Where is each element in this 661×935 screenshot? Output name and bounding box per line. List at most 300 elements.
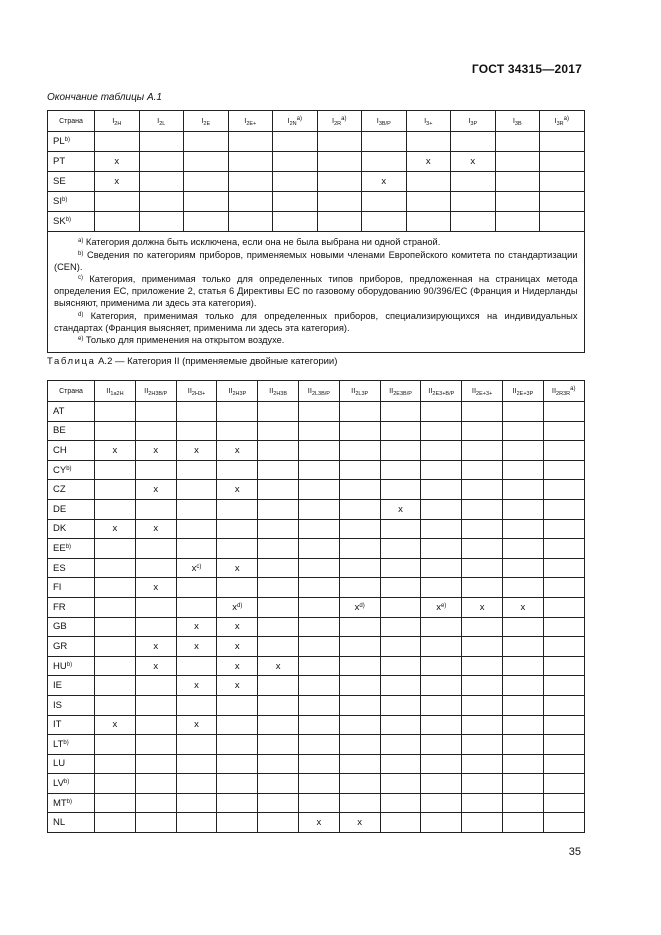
column-header-category	[317, 111, 362, 132]
table-cell	[421, 460, 462, 480]
table-cell	[502, 480, 543, 500]
footnote-mark: e)	[78, 336, 84, 343]
table-cell	[176, 597, 217, 617]
table-cell	[176, 480, 217, 500]
table-cell	[502, 735, 543, 755]
table-cell	[258, 578, 299, 598]
country-cell	[48, 192, 95, 212]
table-cell	[298, 499, 339, 519]
table-cell	[543, 558, 584, 578]
category-base: II	[106, 385, 111, 395]
table-cell	[380, 656, 421, 676]
table-row	[48, 793, 585, 813]
table-cell	[176, 421, 217, 441]
table-cell	[95, 793, 136, 813]
table-cell	[502, 597, 543, 617]
country-cell	[48, 499, 95, 519]
table-cell	[380, 676, 421, 696]
table-cell	[258, 421, 299, 441]
applicable-mark: x	[112, 444, 118, 456]
table-cell	[380, 421, 421, 441]
footnote-mark: a)	[78, 238, 84, 244]
table-row	[48, 597, 585, 617]
table-cell	[95, 132, 140, 152]
footnote-mark: a)	[296, 115, 302, 122]
table-cell	[339, 813, 380, 833]
column-header-category	[228, 111, 273, 132]
category-base: I	[332, 115, 335, 125]
table-cell	[95, 152, 140, 172]
table-cell	[421, 735, 462, 755]
table-cell	[258, 656, 299, 676]
table-cell	[462, 676, 503, 696]
table-cell	[228, 152, 273, 172]
column-header-category	[176, 381, 217, 402]
table-cell	[135, 715, 176, 735]
country-code: LU	[53, 758, 66, 770]
country-code: IE	[53, 680, 62, 692]
table-cell	[176, 578, 217, 598]
country-code: LT	[53, 738, 64, 750]
table-cell	[451, 212, 496, 232]
table-cell	[339, 480, 380, 500]
table-cell	[462, 774, 503, 794]
table-cell	[258, 460, 299, 480]
table-cell	[273, 192, 318, 212]
table-cell	[298, 676, 339, 696]
table-row	[48, 460, 585, 480]
footnote-mark: d)	[359, 602, 365, 609]
category-base: II	[512, 385, 517, 395]
table-cell	[406, 192, 451, 212]
applicable-mark: x	[470, 156, 476, 167]
table-cell	[135, 499, 176, 519]
table-cell	[317, 212, 362, 232]
table-cell	[298, 715, 339, 735]
country-cell	[48, 715, 95, 735]
table-cell	[380, 735, 421, 755]
table-cell	[462, 637, 503, 657]
table-cell	[135, 578, 176, 598]
table-cell	[298, 578, 339, 598]
table-cell	[176, 793, 217, 813]
applicable-mark: x	[153, 640, 159, 652]
table-cell	[176, 656, 217, 676]
table-cell	[298, 695, 339, 715]
table-cell	[176, 519, 217, 539]
table-cell	[543, 617, 584, 637]
table-cell	[362, 192, 407, 212]
footnote-text: Сведения по категориям приборов, применяемых новыми членами Европейского комитета по стандартизации (CEN).	[54, 249, 578, 272]
table-cell	[502, 617, 543, 637]
applicable-mark: x	[234, 484, 240, 496]
table-cell	[298, 754, 339, 774]
table-cell	[495, 212, 540, 232]
table-cell	[502, 499, 543, 519]
table-cell	[339, 735, 380, 755]
table-cell	[258, 558, 299, 578]
table-cell	[273, 152, 318, 172]
table-cell	[421, 519, 462, 539]
table-cell	[502, 774, 543, 794]
applicable-mark: x	[194, 680, 199, 692]
table-cell	[258, 597, 299, 617]
table-cell	[298, 813, 339, 833]
category-subscript: 2L	[159, 120, 166, 127]
table-cell	[462, 402, 503, 422]
table-cell	[543, 597, 584, 617]
table-cell	[176, 676, 217, 696]
table-cell	[176, 499, 217, 519]
table-cell	[95, 441, 136, 461]
table-cell	[217, 676, 258, 696]
table-cell	[258, 754, 299, 774]
column-header-category	[298, 381, 339, 402]
table-cell	[95, 578, 136, 598]
table-cell	[95, 212, 140, 232]
country-cell	[48, 754, 95, 774]
table-cell	[217, 695, 258, 715]
table-cell	[502, 676, 543, 696]
category-subscript: 2N	[289, 120, 297, 127]
table-cell	[502, 460, 543, 480]
table-cell	[135, 813, 176, 833]
category-base: I	[287, 115, 290, 125]
table-cell	[502, 793, 543, 813]
table-cell	[176, 715, 217, 735]
footnote-text: Категория, применимая только для определенных приборов, специализирующихся на индивидуальных стандартах (Франция выясняет, применима ли здесь эта категория).	[54, 310, 578, 333]
applicable-mark: x	[194, 444, 199, 456]
footnote-mark: b)	[64, 137, 70, 143]
table-cell	[421, 754, 462, 774]
table-cell	[95, 480, 136, 500]
table-cell	[217, 460, 258, 480]
table-cell	[95, 421, 136, 441]
table-cell	[258, 519, 299, 539]
table-cell	[317, 132, 362, 152]
country-cell	[48, 793, 95, 813]
country-code: PL	[53, 136, 65, 147]
table-cell	[95, 519, 136, 539]
table-cell	[406, 212, 451, 232]
category-base: I	[512, 115, 515, 125]
table-cell	[135, 656, 176, 676]
footnote-item	[54, 273, 578, 309]
table-cell	[95, 402, 136, 422]
column-header-country: Страна	[48, 111, 95, 132]
category-base: I	[554, 115, 557, 125]
table-a2-caption	[47, 356, 337, 367]
table-cell	[217, 754, 258, 774]
table-cell	[217, 539, 258, 559]
column-header-category	[451, 111, 496, 132]
category-base: II	[389, 385, 394, 395]
category-subscript: 2R3R	[556, 390, 571, 397]
table-cell	[258, 539, 299, 559]
table-cell	[339, 774, 380, 794]
country-code: DK	[53, 523, 67, 535]
table-cell	[184, 212, 229, 232]
category-subscript: 2E	[203, 120, 211, 127]
table-cell	[176, 558, 217, 578]
table-cell	[339, 460, 380, 480]
table-cell	[462, 813, 503, 833]
table-cell	[95, 460, 136, 480]
table-row	[48, 676, 585, 696]
table-cell	[380, 793, 421, 813]
table-cell	[451, 152, 496, 172]
table-cell	[298, 402, 339, 422]
country-code: BE	[53, 425, 66, 437]
column-header-category	[362, 111, 407, 132]
category-subscript: 2H3P	[232, 390, 247, 397]
table-cell	[495, 172, 540, 192]
table-cell	[380, 441, 421, 461]
table-cell	[184, 132, 229, 152]
applicable-mark: x	[425, 156, 431, 167]
country-code: FI	[53, 582, 62, 594]
country-cell	[48, 578, 95, 598]
table-cell	[135, 735, 176, 755]
footnotes-row	[48, 232, 585, 353]
category-subscript: 2L3P	[355, 390, 369, 397]
table-cell	[380, 637, 421, 657]
table-cell	[258, 735, 299, 755]
country-code: CY	[53, 464, 67, 476]
applicable-mark: x	[191, 562, 197, 574]
table-cell	[95, 695, 136, 715]
table-cell	[462, 558, 503, 578]
category-base: II	[351, 385, 356, 395]
table-cell	[176, 813, 217, 833]
column-header-category	[258, 381, 299, 402]
table-cell	[540, 172, 585, 192]
table-cell	[339, 715, 380, 735]
table-cell	[362, 132, 407, 152]
footnote-item	[54, 249, 578, 274]
table-cell	[380, 617, 421, 637]
category-subscript: 2H3B/P	[148, 390, 168, 397]
category-base: I	[424, 115, 427, 125]
table-cell	[462, 617, 503, 637]
table-cell	[258, 480, 299, 500]
column-header-category	[95, 111, 140, 132]
table-cell	[95, 637, 136, 657]
table-row	[48, 172, 585, 192]
category-subscript: 2H3B	[273, 390, 288, 397]
category-subscript: 3B	[514, 120, 522, 127]
country-code: GR	[53, 640, 68, 652]
country-code: FR	[53, 601, 66, 613]
applicable-mark: x	[234, 444, 240, 456]
country-cell	[48, 637, 95, 657]
table-cell	[95, 676, 136, 696]
table-row	[48, 402, 585, 422]
footnote-mark: b)	[63, 779, 70, 786]
table-cell	[462, 480, 503, 500]
table-row	[48, 774, 585, 794]
country-cell	[48, 813, 95, 833]
table-cell	[495, 192, 540, 212]
applicable-mark: x	[479, 601, 485, 613]
category-base: I	[376, 115, 379, 125]
table-cell	[139, 152, 184, 172]
table-cell	[176, 402, 217, 422]
table-row	[48, 735, 585, 755]
applicable-mark: x	[194, 719, 199, 731]
table-cell	[273, 172, 318, 192]
category-subscript: 3B/P	[378, 120, 391, 127]
table-cell	[176, 617, 217, 637]
table-cell	[502, 637, 543, 657]
applicable-mark: x	[234, 562, 240, 574]
category-base: II	[269, 385, 274, 395]
table-row	[48, 578, 585, 598]
table-row	[48, 539, 585, 559]
table-row	[48, 441, 585, 461]
column-header-category	[495, 111, 540, 132]
table-cell	[298, 441, 339, 461]
country-cell	[48, 460, 95, 480]
category-subscript: 3+	[426, 120, 433, 127]
footnote-mark: b)	[65, 217, 72, 223]
category-base: II	[307, 385, 312, 395]
table-cell	[298, 539, 339, 559]
applicable-mark: x	[153, 660, 159, 672]
column-header-category	[95, 381, 136, 402]
table-cell	[543, 519, 584, 539]
country-code: AT	[53, 405, 65, 417]
footnote-mark: a)	[570, 385, 576, 392]
table-cell	[258, 695, 299, 715]
table-cell	[298, 793, 339, 813]
table-cell	[502, 558, 543, 578]
footnote-mark: a)	[341, 115, 347, 122]
table-cell	[135, 539, 176, 559]
footnote-item	[54, 334, 578, 347]
table-row	[48, 192, 585, 212]
category-base: I	[468, 115, 471, 125]
table-a2-caption-text: А.2 — Категория II (применяемые двойные категории)	[95, 356, 338, 367]
category-subscript: 2L3B/P	[311, 390, 330, 397]
footnote-mark: c)	[196, 563, 202, 570]
table-cell	[176, 637, 217, 657]
table-cell	[380, 519, 421, 539]
footnote-item	[54, 236, 578, 249]
table-cell	[421, 597, 462, 617]
footnote-mark: d)	[236, 602, 243, 609]
table-cell	[339, 441, 380, 461]
table-cell	[421, 578, 462, 598]
table-cell	[421, 499, 462, 519]
table-cell	[421, 637, 462, 657]
table-cell	[451, 192, 496, 212]
table-cell	[421, 402, 462, 422]
table-cell	[184, 172, 229, 192]
table-cell	[258, 793, 299, 813]
table-cell	[421, 695, 462, 715]
category-base: I	[244, 115, 247, 125]
table-cell	[406, 152, 451, 172]
table-row	[48, 637, 585, 657]
table-cell	[317, 172, 362, 192]
country-cell	[48, 152, 95, 172]
table-cell	[380, 539, 421, 559]
table-cell	[95, 656, 136, 676]
table-cell	[135, 774, 176, 794]
column-header-category	[339, 381, 380, 402]
table-a1-caption: Окончание таблицы А.1	[47, 92, 162, 103]
footnote-mark: d)	[78, 311, 84, 318]
table-cell	[339, 578, 380, 598]
table-row	[48, 152, 585, 172]
table-cell	[95, 813, 136, 833]
table-cell	[339, 656, 380, 676]
table-cell	[540, 212, 585, 232]
table-row	[48, 754, 585, 774]
country-cell	[48, 519, 95, 539]
country-cell	[48, 735, 95, 755]
country-cell	[48, 212, 95, 232]
table-cell	[176, 441, 217, 461]
footnote-mark: b)	[63, 739, 69, 746]
table-cell	[339, 539, 380, 559]
country-code: PT	[53, 156, 66, 167]
table-cell	[298, 735, 339, 755]
table-cell	[258, 637, 299, 657]
table-cell	[228, 132, 273, 152]
applicable-mark: x	[153, 484, 159, 496]
category-base: II	[428, 385, 433, 395]
country-cell	[48, 597, 95, 617]
footnote-text: Только для применения на открытом воздухе.	[83, 335, 285, 346]
table-cell	[462, 695, 503, 715]
table-row	[48, 499, 585, 519]
table-cell	[176, 735, 217, 755]
table-cell	[543, 754, 584, 774]
table-cell	[228, 192, 273, 212]
table-cell	[543, 813, 584, 833]
table-cell	[339, 558, 380, 578]
country-code: CZ	[53, 484, 66, 496]
table-a1	[47, 110, 585, 353]
table-cell	[339, 793, 380, 813]
table-row	[48, 656, 585, 676]
table-cell	[462, 519, 503, 539]
table-cell	[135, 558, 176, 578]
column-header-country: Страна	[48, 381, 95, 402]
applicable-mark: x	[520, 601, 526, 613]
table-cell	[495, 152, 540, 172]
category-subscript: 1a2H	[110, 390, 124, 397]
column-header-category	[543, 381, 584, 402]
table-cell	[217, 774, 258, 794]
table-cell	[258, 715, 299, 735]
table-cell	[95, 558, 136, 578]
table-cell	[95, 597, 136, 617]
category-subscript: 2E+	[246, 120, 257, 127]
table-cell	[380, 813, 421, 833]
country-cell	[48, 172, 95, 192]
category-base: II	[144, 385, 149, 395]
table-cell	[317, 152, 362, 172]
table-cell	[421, 617, 462, 637]
table-cell	[339, 421, 380, 441]
table-cell	[135, 402, 176, 422]
table-cell	[298, 656, 339, 676]
table-cell	[298, 637, 339, 657]
table-cell	[543, 637, 584, 657]
